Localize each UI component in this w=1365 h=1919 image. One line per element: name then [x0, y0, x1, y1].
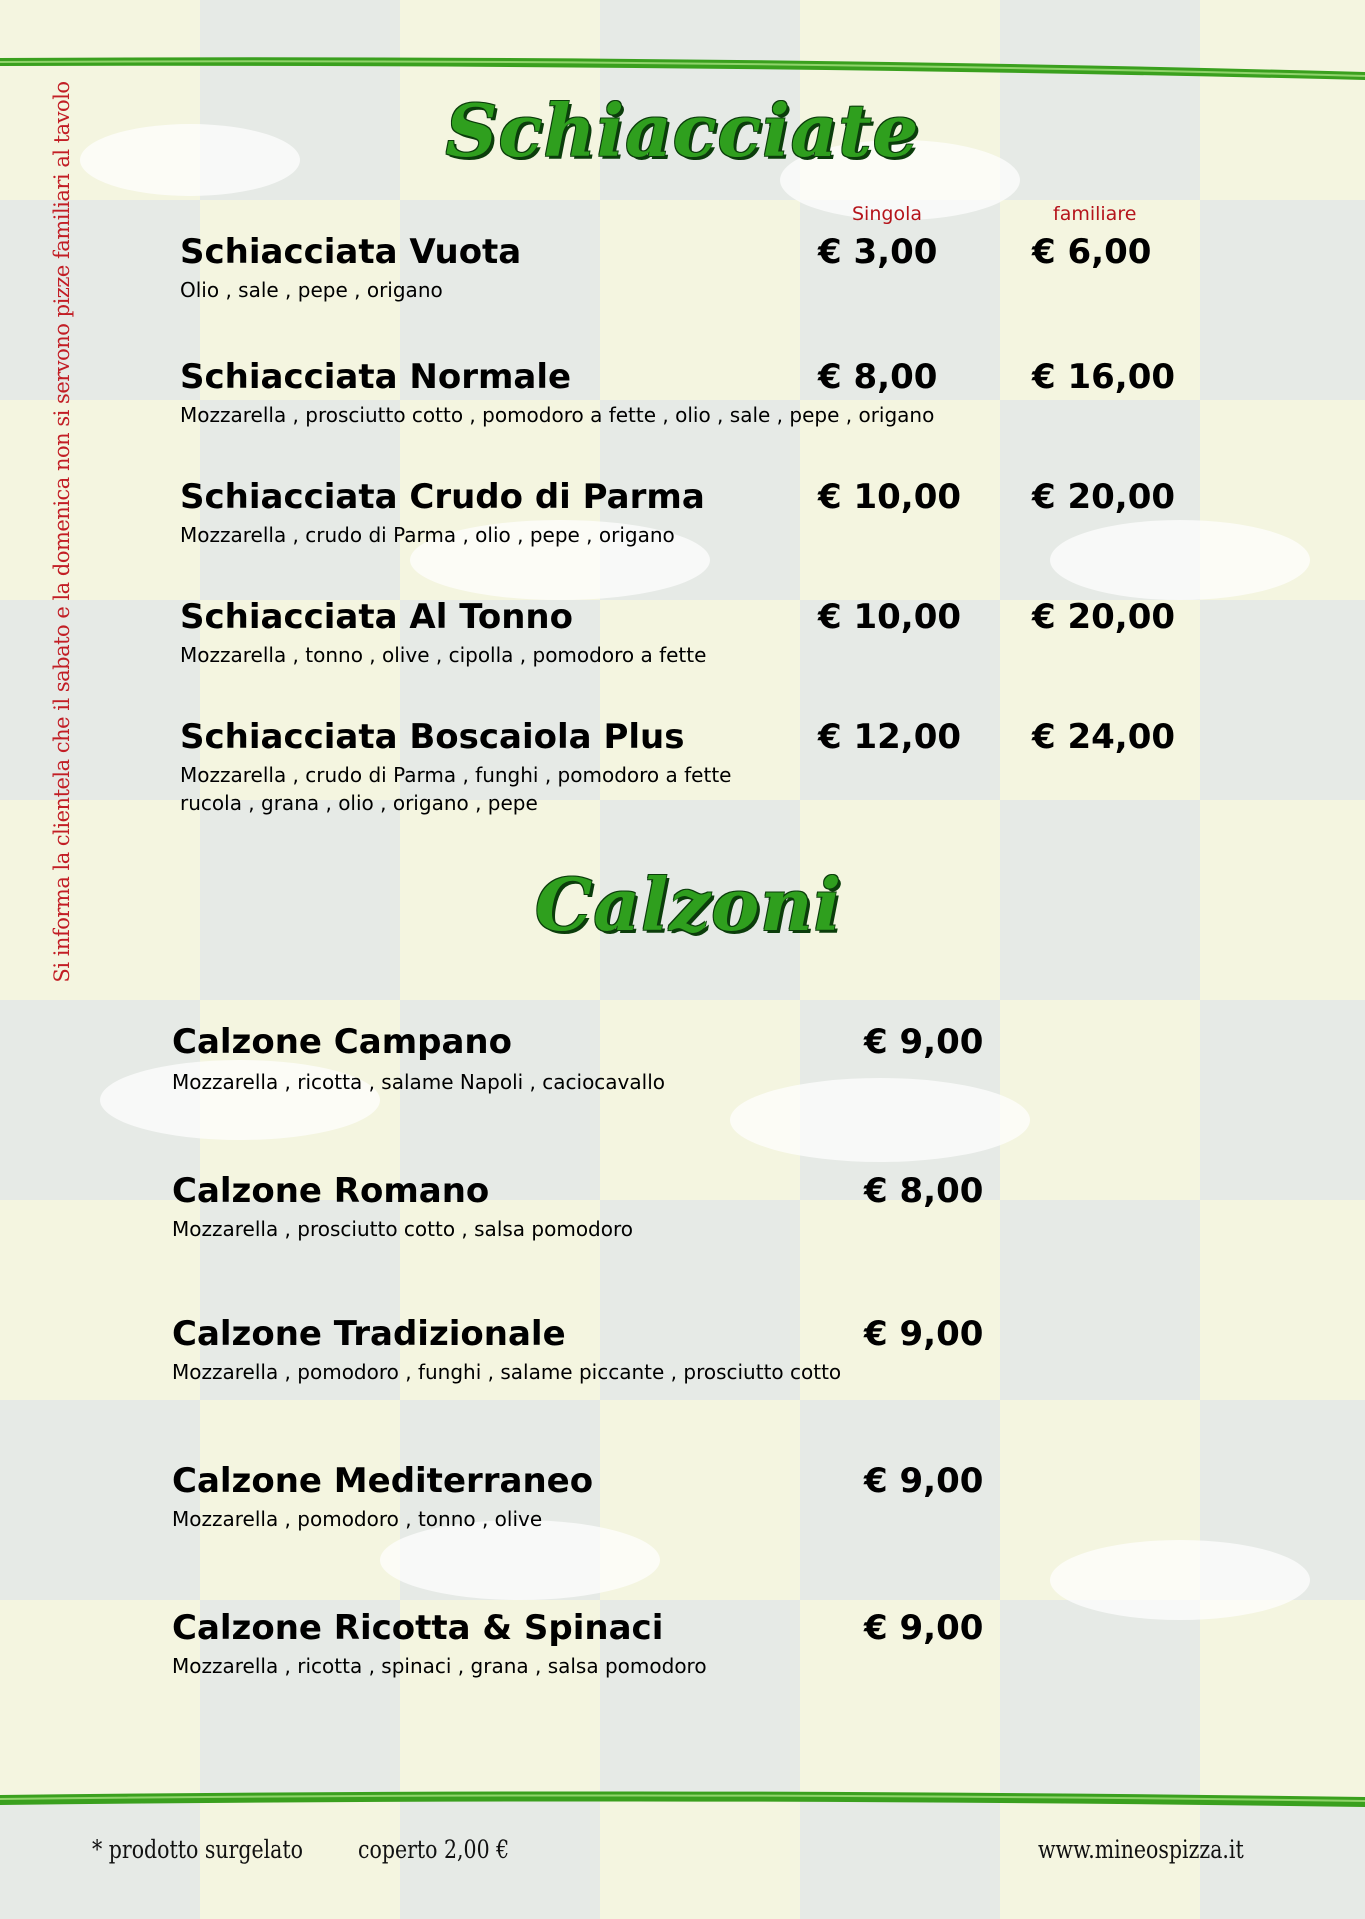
- price-familiare: € 6,00: [1032, 232, 1152, 272]
- menu-item-name: Calzone Campano: [172, 1022, 512, 1062]
- schiacciate-title: Schiacciate: [445, 88, 920, 173]
- menu-item-name: Schiacciata Vuota: [180, 232, 522, 272]
- menu-item-name: Schiacciata Al Tonno: [180, 597, 573, 637]
- menu-item-description: Mozzarella , ricotta , spinaci , grana , salsa pomodoro: [172, 1654, 707, 1678]
- price-familiare: € 16,00: [1032, 357, 1176, 397]
- menu-item-description: Mozzarella , pomodoro , funghi , salame piccante , prosciutto cotto: [172, 1360, 842, 1384]
- frozen-product-note: * prodotto surgelato: [92, 1835, 303, 1864]
- website-link[interactable]: www.mineospizza.it: [1038, 1835, 1244, 1864]
- price-familiare: € 20,00: [1032, 477, 1176, 517]
- menu-item-name: Schiacciata Crudo di Parma: [180, 477, 705, 517]
- menu-item-description: Mozzarella , pomodoro , tonno , olive: [172, 1507, 543, 1531]
- price: € 9,00: [864, 1608, 984, 1648]
- menu-item-name: Calzone Ricotta & Spinaci: [172, 1608, 664, 1648]
- price-familiare: € 24,00: [1032, 717, 1176, 757]
- menu-item-name: Schiacciata Boscaiola Plus: [180, 717, 685, 757]
- price-singola: € 12,00: [818, 717, 962, 757]
- column-header-familiare: familiare: [1053, 203, 1137, 225]
- menu-item-description: Mozzarella , prosciutto cotto , pomodoro a fette , olio , sale , pepe , origano: [180, 403, 935, 427]
- menu-item-description-line2: rucola , grana , olio , origano , pepe: [180, 791, 538, 815]
- calzoni-title: Calzoni: [535, 862, 842, 947]
- menu-item-description: Mozzarella , ricotta , salame Napoli , caciocavallo: [172, 1070, 665, 1094]
- cover-charge: coperto 2,00 €: [358, 1835, 510, 1864]
- price: € 9,00: [864, 1461, 984, 1501]
- price-singola: € 8,00: [818, 357, 938, 397]
- price: € 9,00: [864, 1314, 984, 1354]
- menu-item-name: Calzone Mediterraneo: [172, 1461, 594, 1501]
- price: € 8,00: [864, 1171, 984, 1211]
- price-familiare: € 20,00: [1032, 597, 1176, 637]
- price-singola: € 10,00: [818, 597, 962, 637]
- menu-item-description: Mozzarella , tonno , olive , cipolla , pomodoro a fette: [180, 643, 707, 667]
- menu-item-name: Calzone Romano: [172, 1171, 490, 1211]
- menu-item-name: Schiacciata Normale: [180, 357, 572, 397]
- menu-item-description: Mozzarella , crudo di Parma , olio , pepe , origano: [180, 523, 675, 547]
- bottom-green-rule: [0, 1783, 1365, 1823]
- menu-item-description: Olio , sale , pepe , origano: [180, 278, 443, 302]
- price-singola: € 10,00: [818, 477, 962, 517]
- price-singola: € 3,00: [818, 232, 938, 272]
- column-header-singola: Singola: [852, 203, 922, 225]
- menu-item-description: Mozzarella , prosciutto cotto , salsa pomodoro: [172, 1217, 634, 1241]
- menu-item-name: Calzone Tradizionale: [172, 1314, 566, 1354]
- top-green-rule: [0, 50, 1365, 90]
- price: € 9,00: [864, 1022, 984, 1062]
- menu-item-description: Mozzarella , crudo di Parma , funghi , pomodoro a fette: [180, 763, 732, 787]
